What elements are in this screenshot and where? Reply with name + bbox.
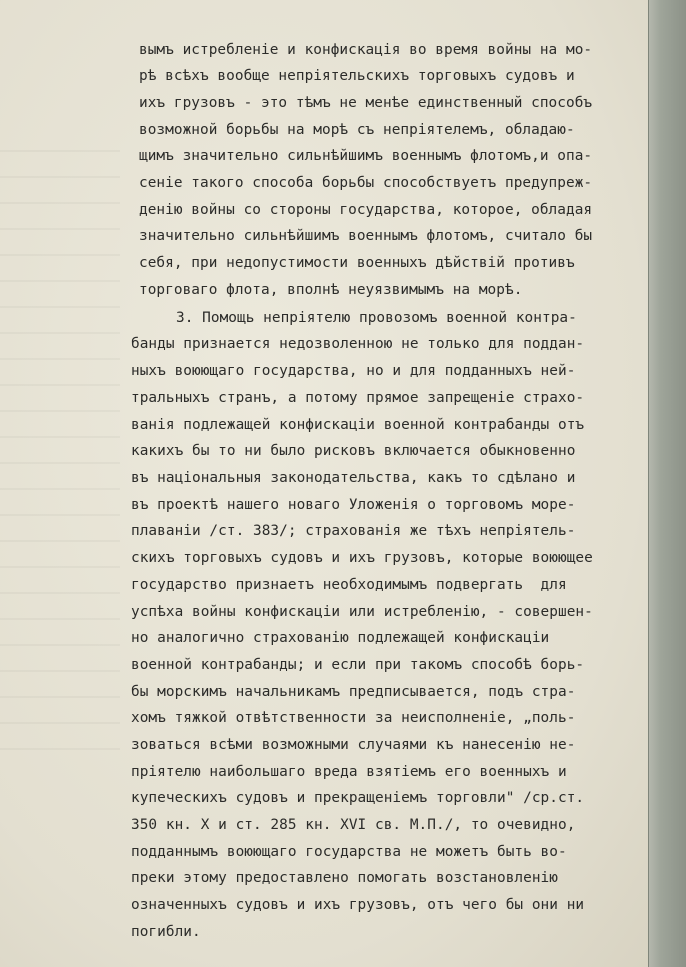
text-line: успѣха войны конфискаціи или истребленію, - совершен- [131,604,593,620]
text-line: ихъ грузовъ - это тѣмъ не менѣе единственный способъ [139,95,593,111]
text-line: погибли. [131,924,201,940]
text-line: хомъ тяжкой отвѣтственности за неисполненіе, „поль- [131,710,576,726]
text-line: 3. Помощь непріятелю провозомъ военной контра- [176,310,577,326]
text-line: торговаго флота, вполнѣ неуязвимымъ на морѣ. [139,282,523,298]
text-line: ныхъ воюющаго государства, но и для подданныхъ ней- [131,363,576,379]
text-line: бы морскимъ начальникамъ предписывается, подъ стра- [131,684,576,700]
text-line: щимъ значительно сильнѣйшимъ военнымъ флотомъ,и опа- [139,148,593,164]
text-line: скихъ торговыхъ судовъ и ихъ грузовъ, которые воюющее [131,550,593,566]
text-line: подданнымъ воюющаго государства не можетъ быть во- [131,844,567,860]
text-line: какихъ бы то ни было рисковъ включается обыкновенно [131,443,576,459]
text-line: банды признается недозволенною не только для поддан- [131,336,585,352]
text-line: вымъ истребленіе и конфискація во время войны на мо- [139,42,593,58]
text-line: возможной борьбы на морѣ съ непріятелемъ, обладаю- [139,122,575,138]
text-line: государство признаетъ необходимымъ подвергать для [131,577,567,593]
text-line: зоваться всѣми возможными случаями къ нанесенію не- [131,737,576,753]
text-line: значительно сильнѣйшимъ военнымъ флотомъ, считало бы [139,228,593,244]
text-line: означенныхъ судовъ и ихъ грузовъ, отъ чего бы они ни [131,897,585,913]
text-line: денію войны со стороны государства, которое, обладая [139,202,593,218]
text-line: но аналогично страхованію подлежащей конфискаціи [131,630,550,646]
text-line: тральныхъ странъ, а потому прямое запрещеніе страхо- [131,390,585,406]
text-line: въ проектѣ нашего новаго Уложенія о торговомъ море- [131,497,576,513]
text-line: сеніе такого способа борьбы способствуетъ предупреж- [139,175,593,191]
text-line: купеческихъ судовъ и прекращеніемъ торговли" /ср.ст. [131,790,585,806]
page-edge-shadow [648,0,686,967]
text-line: плаваніи /ст. 383/; страхованія же тѣхъ непріятель- [131,523,576,539]
text-line: пріятелю наибольшаго вреда взятіемъ его военныхъ и [131,764,567,780]
text-line: рѣ всѣхъ вообще непріятельскихъ торговыхъ судовъ и [139,68,575,84]
text-line: 350 кн. Х и ст. 285 кн. XVI св. М.П./, то очевидно, [131,817,576,833]
text-line: военной контрабанды; и если при такомъ способѣ борь- [131,657,585,673]
text-line: ванія подлежащей конфискаціи военной контрабанды отъ [131,417,585,433]
text-line: себя, при недопустимости военныхъ дѣйствій противъ [139,255,575,271]
text-line: въ національныя законодательства, какъ то сдѣлано и [131,470,576,486]
text-line: преки этому предоставлено помогать возстановленію [131,870,558,886]
